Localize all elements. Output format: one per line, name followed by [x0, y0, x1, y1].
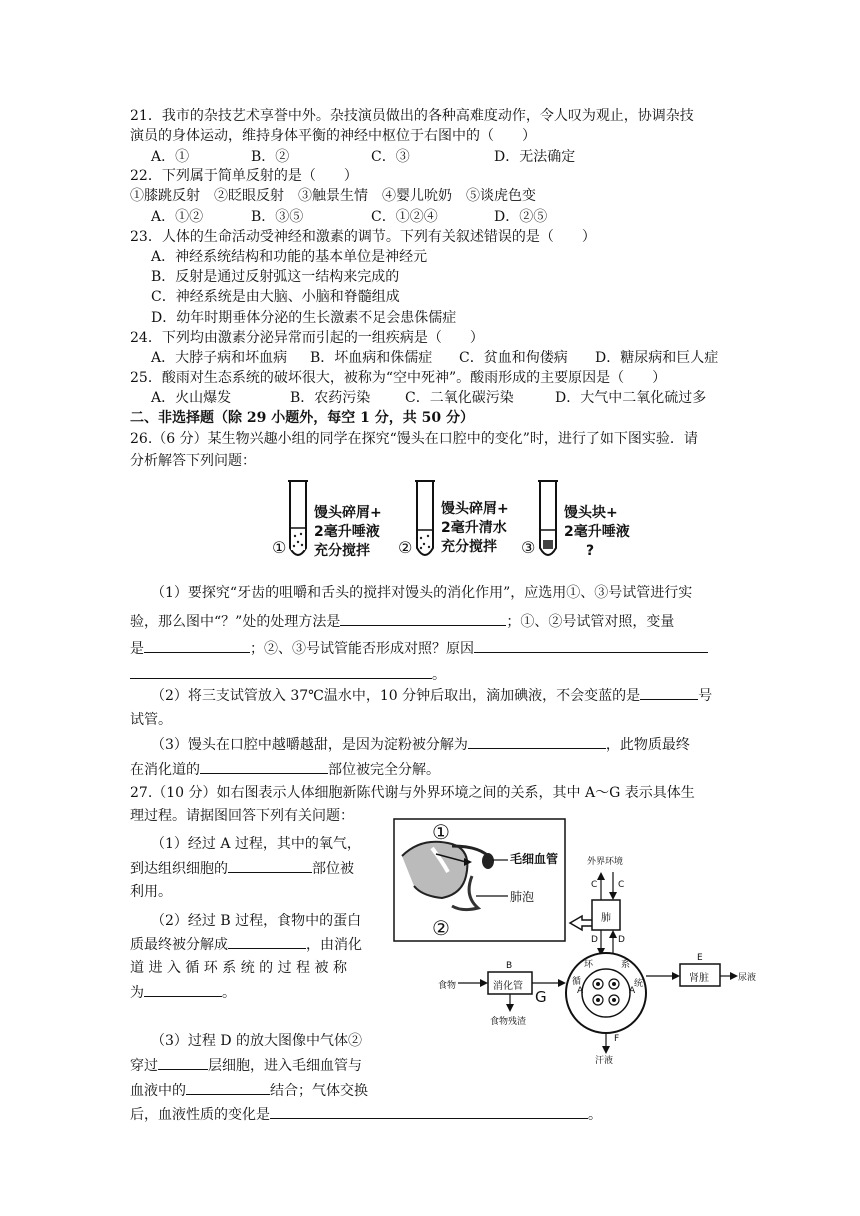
blank-27-3[interactable] — [144, 982, 222, 997]
tube-3-bread-lump — [543, 540, 553, 549]
blank-26-3[interactable] — [474, 638, 708, 653]
metabolism-diagram — [392, 816, 772, 1064]
q21-option-a: A．① — [151, 149, 190, 165]
q27-p2-line4: 为 。 — [130, 982, 236, 1003]
q25-stem: 25．酸雨对生态系统的破坏很大，被称为“空中死神”。酸雨形成的主要原因是（ ） — [130, 370, 667, 386]
q22-option-a: A．①② — [151, 209, 204, 225]
blank-26-1[interactable] — [340, 611, 506, 626]
inset-label-2: ② — [432, 916, 450, 940]
q21-option-c: C．③ — [371, 149, 410, 165]
tube-2-label-3: 充分搅拌 — [441, 539, 497, 555]
tube-1-label-3: 充分搅拌 — [314, 543, 370, 559]
q22-option-d: D．②⑤ — [494, 209, 548, 225]
blank-27-5[interactable] — [186, 1080, 270, 1095]
tube-2-label-2: 2毫升清水 — [441, 520, 507, 536]
label-d1: D — [591, 935, 598, 945]
q26-p2-line1: （2）将三支试管放入 37℃温水中，10 分钟后取出，滴加碘液，不会变蓝的是 号 — [151, 685, 712, 706]
q21-option-d: D．无法确定 — [494, 149, 576, 165]
q26-p2-line2: 试管。 — [130, 712, 172, 728]
blank-26-3-cont[interactable] — [130, 664, 432, 679]
label-f: F — [614, 1034, 620, 1044]
q26-line1: 26.（6 分）某生物兴趣小组的同学在探究“馒头在口腔中的变化”时，进行了如下图实验．请 — [130, 431, 698, 447]
q25-option-b: B．农药污染 — [290, 390, 371, 406]
q25-option-d: D．大气中二氧化硫过多 — [555, 390, 707, 406]
tube-2-label-1: 馒头碎屑+ — [441, 501, 509, 517]
metabolism-drawing — [392, 816, 772, 1064]
q27-p2-line3: 道 进 入 循 环 系 统 的 过 程 被 称 — [130, 960, 347, 976]
q26-p3-line2: 在消化道的 部位被完全分解。 — [130, 759, 440, 780]
label-e: E — [697, 953, 703, 963]
q27-p2-line1: （2）经过 B 过程，食物中的蛋白 — [151, 913, 362, 929]
tube-3-label-2: 2毫升唾液 — [564, 524, 630, 540]
q26-p1-line4: 。 — [130, 664, 446, 685]
q22-option-b: B．③⑤ — [251, 209, 304, 225]
q24-option-d: D．糖尿病和巨人症 — [595, 350, 719, 366]
q27-p3-line2: 穿过 层细胞，进入毛细血管与 — [130, 1055, 362, 1076]
blank-27-2[interactable] — [228, 934, 306, 949]
q24-stem: 24．下列均由激素分泌异常而引起的一组疾病是（ ） — [130, 330, 484, 346]
circ-label-inner: 循 — [572, 977, 582, 987]
q21-option-b: B．② — [251, 149, 290, 165]
inset-label-1: ① — [432, 820, 450, 844]
blank-27-6[interactable] — [270, 1104, 588, 1119]
q22-option-c: C．①②④ — [371, 209, 438, 225]
blank-26-6[interactable] — [200, 759, 328, 774]
q23-option-a: A．神经系统结构和功能的基本单位是神经元 — [151, 249, 428, 265]
blank-27-1[interactable] — [228, 858, 312, 873]
urine-label: 尿液 — [738, 973, 757, 983]
q24-option-b: B．坏血病和侏儒症 — [310, 350, 433, 366]
label-a1: A — [577, 986, 584, 996]
q23-option-c: C．神经系统是由大脑、小脑和脊髓组成 — [151, 289, 400, 305]
q26-p1-line2: 验，那么图中“？”处的处理方法是 ；①、②号试管对照，变量 — [130, 611, 674, 632]
sweat-label: 汗液 — [595, 1056, 614, 1066]
label-d2: D — [618, 935, 625, 945]
circ-label-left: 环 — [584, 960, 594, 970]
q27-line1: 27.（10 分）如右图表示人体细胞新陈代谢与外界环境之间的关系，其中 A～G 表示具体生 — [130, 785, 695, 801]
kidney-label: 肾脏 — [689, 973, 709, 984]
q25-option-c: C．二氧化碳污染 — [405, 390, 514, 406]
tube-1-label-1: 馒头碎屑+ — [314, 505, 382, 521]
circ-label-bottom: 统 — [634, 979, 644, 989]
blank-26-5[interactable] — [468, 734, 606, 749]
circ-label-right: 系 — [621, 960, 631, 970]
q26-p1-line3: 是 ；②、③号试管能否形成对照？原因 — [130, 638, 708, 659]
env-label: 外界环境 — [587, 857, 624, 867]
label-c1: C — [591, 880, 598, 890]
capillary-label: 毛细血管 — [510, 852, 559, 866]
tube-1-number: ① — [272, 538, 287, 557]
residue-label: 食物残渣 — [490, 1017, 527, 1027]
tube-3-number: ③ — [521, 538, 536, 557]
q27-p3-line3: 血液中的 结合；气体交换 — [130, 1080, 368, 1101]
lung-label: 肺 — [601, 913, 611, 924]
tube-2-contents — [420, 535, 430, 549]
tube-3-label-1: 馒头块+ — [564, 505, 618, 521]
label-c2: C — [618, 880, 625, 890]
tube-1-label-2: 2毫升唾液 — [314, 524, 380, 540]
q24-option-a: A．大脖子病和坏血病 — [151, 350, 288, 366]
q26-p1-line1: （1）要探究“牙齿的咀嚼和舌头的搅拌对馒头的消化作用”，应选用①、③号试管进行实 — [151, 585, 693, 601]
q23-option-b: B．反射是通过反射弧这一结构来完成的 — [151, 269, 400, 285]
q22-stem: 22．下列属于简单反射的是（ ） — [130, 168, 358, 184]
q25-option-a: A．火山爆发 — [151, 390, 232, 406]
blank-26-2[interactable] — [144, 638, 250, 653]
q23-option-d: D．幼年时期垂体分泌的生长激素不足会患侏儒症 — [151, 310, 457, 326]
q27-p1-line2: 到达组织细胞的 部位被 — [130, 858, 354, 879]
label-a2: A — [629, 986, 636, 996]
q27-p2-line2: 质最终被分解成 ，由消化 — [130, 934, 362, 955]
label-b: B — [506, 961, 513, 971]
q27-line2: 理过程。请据图回答下列有关问题： — [130, 808, 354, 824]
blank-26-4[interactable] — [640, 685, 698, 700]
q24-option-c: C．贫血和佝偻病 — [459, 350, 568, 366]
digestive-label: 消化管 — [493, 981, 523, 992]
q21-line2: 演员的身体运动，维持身体平衡的神经中枢位于右图中的（ ） — [130, 128, 536, 144]
circulation-inner — [582, 969, 630, 1017]
blank-27-4[interactable] — [158, 1055, 208, 1070]
q26-p3-line1: （3）馒头在口腔中越嚼越甜，是因为淀粉被分解为 ，此物质最终 — [151, 734, 690, 755]
q27-p3-line4: 后，血液性质的变化是 。 — [130, 1104, 602, 1125]
test-tube-figure — [268, 476, 628, 566]
tube-3-label-3: ? — [586, 543, 595, 559]
food-label: 食物 — [438, 981, 457, 991]
q26-line2: 分析解答下列问题： — [130, 453, 256, 469]
tube-2-number: ② — [398, 538, 413, 557]
label-g: G — [535, 988, 547, 1006]
q27-p1-line3: 利用。 — [130, 884, 172, 900]
section2-heading: 二、非选择题（除 29 小题外，每空 1 分，共 50 分） — [130, 410, 474, 426]
alveoli-label: 肺泡 — [510, 890, 535, 904]
q21-line1: 21．我市的杂技艺术享誉中外。杂技演员做出的各种高难度动作，令人叹为观止，协调杂技 — [130, 108, 694, 124]
q27-p1-line1: （1）经过 A 过程，其中的氧气， — [151, 836, 361, 852]
q23-stem: 23．人体的生命活动受神经和激素的调节。下列有关叙述错误的是（ ） — [130, 229, 596, 245]
q22-items: ①膝跳反射 ②眨眼反射 ③触景生情 ④婴儿吮奶 ⑤谈虎色变 — [130, 188, 536, 204]
q27-p3-line1: （3）过程 D 的放大图像中气体② — [151, 1033, 363, 1049]
